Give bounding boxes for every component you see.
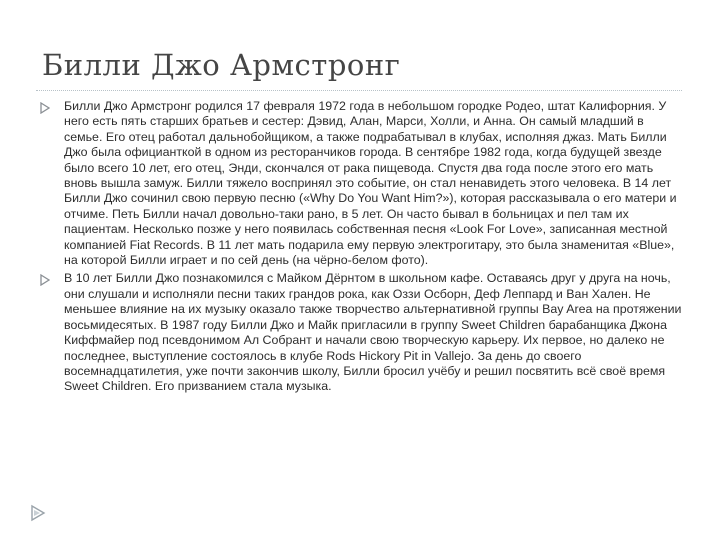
list-item xyxy=(40,99,685,268)
slide-body xyxy=(40,99,685,398)
bullet-text: Билли Джо Армстронг родился 17 февраля 1972 года в небольшом городке Родео, штат Калифорния. У него есть пять старших братьев и сестер: Дэвид, Алан, Марси, Холли, и Анна. Он самый младший в семье. Его отец работал дальнобойщиком, а также подрабатывал в клубах, исполняя джаз. Мать Билли Джо была официанткой в одном из ресторанчиков города. В сентябре 1982 года, когда будущей звезде было всего 10 лет, его отец, Энди, скончался от рака пищевода. Спустя два года после этого его мать вновь вышла замуж. Билли тяжело воспринял это событие, он стал ненавидеть этого человека. В 14 лет Билли Джо сочинил свою первую песню («Why Do You Want Him?»), которая рассказывала о его матери и отчиме. Петь Билли начал довольно-таки рано, в 5 лет. Он часто бывал в больницах и пел там их пациентам. Несколько позже у него появилась собственная песня «Look For Love», записанная местной компанией Fiat Records. В 11 лет мать подарила ему первую электрогитару, это была знаменитая «Blue», на которой Билли играет и по сей день (на чёрно-белом фото). xyxy=(64,99,677,268)
triangle-bullet-icon xyxy=(40,274,50,286)
triangle-corner-icon xyxy=(30,504,46,522)
list-item xyxy=(40,271,685,394)
bullet-text: В 10 лет Билли Джо познакомился с Майком Дёрнтом в школьном кафе. Оставаясь друг у друга на ночь, они слушали и исполняли песни таких грандов рока, как Оззи Осборн, Деф Леппард и Ван Хален. Не меньшее влияние на их музыку оказало также творчество альтернативной группы Bay Area на протяжении восьмидесятых. В 1987 году Билли Джо и Майк пригласили в группу Sweet Children барабанщика Джона Киффмайер под псевдонимом Ал Собрант и начали свою творческую карьеру. Их первое, но далеко не последнее, выступление состоялось в клубе Rods Hickory Pit in Vallejo. За день до своего восемнадцатилетия, уже почти закончив школу, Билли бросил учёбу и решил посвятить всё своё время Sweet Children. Его призванием стала музыка. xyxy=(64,271,682,394)
triangle-bullet-icon xyxy=(40,102,50,114)
title-divider xyxy=(36,90,682,91)
page-title: Билли Джо Армстронг xyxy=(42,48,401,82)
